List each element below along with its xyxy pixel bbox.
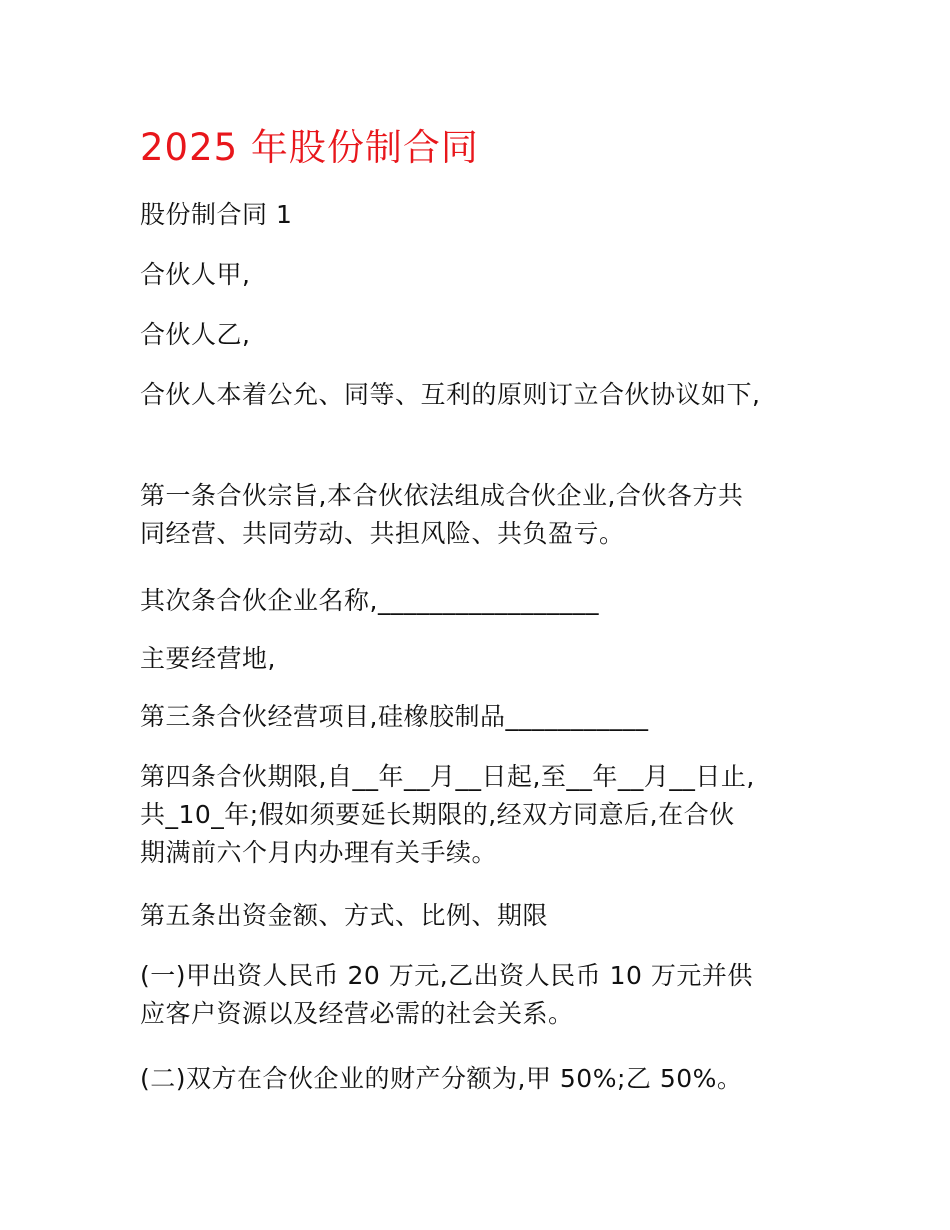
paragraph-article-4: [140, 758, 820, 872]
document-title: 2025 年股份制合同: [140, 126, 479, 169]
paragraph-clause-2: [140, 1060, 820, 1098]
text-line: 主要经营地,: [140, 644, 276, 673]
text-line: (一)甲出资人民币 20 万元,乙出资人民币 10 万元并供: [140, 961, 753, 990]
paragraph-partner-b: [140, 316, 820, 354]
text-line: (二)双方在合伙企业的财产分额为,甲 50%;乙 50%。: [140, 1064, 743, 1093]
paragraph-article-2: [140, 582, 820, 620]
paragraph-preamble: [140, 376, 820, 414]
text-line: 股份制合同 1: [140, 200, 293, 229]
text-line: 应客户资源以及经营必需的社会关系。: [140, 999, 574, 1028]
paragraph-clause-1: [140, 957, 820, 1033]
paragraph-partner-a: [140, 256, 820, 294]
text-line: 合伙人乙,: [140, 320, 251, 349]
paragraph-article-1: [140, 477, 820, 553]
paragraph-article-3: [140, 698, 820, 736]
text-line: 第一条合伙宗旨,本合伙依法组成合伙企业,合伙各方共: [140, 481, 744, 510]
paragraph-article-5: [140, 897, 820, 935]
text-line: 同经营、共同劳动、共担风险、共负盈亏。: [140, 519, 625, 548]
text-line: 第五条出资金额、方式、比例、期限: [140, 901, 549, 930]
text-line: 共_10_年;假如须要延长期限的,经双方同意后,在合伙: [140, 800, 735, 829]
text-line: 第三条合伙经营项目,硅橡胶制品___________: [140, 702, 649, 731]
paragraph-location: [140, 640, 820, 678]
text-line: 其次条合伙企业名称,_________________: [140, 586, 599, 615]
text-line: 合伙人本着公允、同等、互利的原则订立合伙协议如下,: [140, 380, 761, 409]
paragraph-heading: [140, 196, 820, 234]
text-line: 第四条合伙期限,自__年__月__日起,至__年__月__日止,: [140, 762, 755, 791]
text-line: 期满前六个月内办理有关手续。: [140, 838, 498, 867]
text-line: 合伙人甲,: [140, 260, 251, 289]
